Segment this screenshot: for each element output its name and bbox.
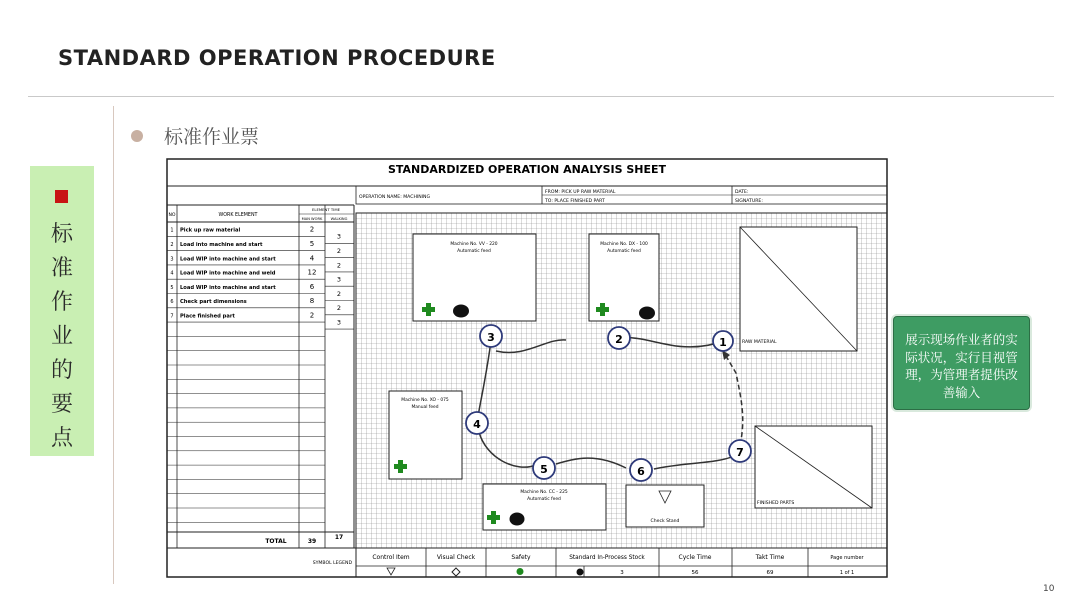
machine-dx-name: Machine No. DX - 100 [600,242,648,247]
step-2-label: 2 [615,333,623,346]
page-number: 10 [1043,584,1055,594]
total-walk: 17 [334,534,344,541]
analysis-sheet [166,158,888,578]
machine-xo-name: Machine No. XO - 075 [401,398,449,403]
step-1 [713,331,733,351]
machine-vv [413,234,536,321]
subheading: 标准作业票 [164,126,260,148]
legend-control-item: Control Item [372,554,410,561]
col-man-header: MAN WORK [301,217,323,221]
machine-cc-name: Machine No. CC - 225 [520,490,568,495]
side-panel-text: 标准作业的要点 [50,222,73,451]
step-3-label: 3 [487,331,495,344]
raw-material-label: RAW MATERIAL [742,340,777,345]
total-man: 39 [307,538,317,545]
legend-page-number: Page number [830,555,864,561]
col-walking-header: WALKING [330,217,348,221]
row-element: Check part dimensions [180,299,247,306]
row-man-time: 2 [309,225,315,234]
step-2 [608,327,630,349]
row-walk-time: 2 [336,289,342,298]
machine-cc-feed: Automatic feed [527,497,561,502]
square-bullet-icon [55,190,68,203]
row-man-time: 8 [309,297,315,306]
row-element: Place finished part [180,313,235,320]
check-stand-label: Check Stand [650,519,680,524]
legend-label: SYMBOL LEGEND [312,561,352,566]
machine-vv-name: Machine No. VV - 220 [450,242,498,247]
machine-xo-feed: Manual feed [411,405,439,410]
row-man-time: 12 [307,268,317,277]
row-element: Pick up raw material [180,227,241,234]
step-5 [533,457,555,479]
machine-dx-feed: Automatic feed [607,249,641,254]
row-man-time: 5 [309,240,315,249]
finished-parts-area [755,426,872,508]
title-divider [28,96,1054,97]
stock-dot-icon [510,513,525,526]
row-element: Load WIP into machine and start [180,256,276,263]
from-field: FROM: PICK UP RAW MATERIAL [545,190,616,195]
row-no: 1 [170,227,174,234]
step-7-label: 7 [736,446,744,459]
legend-takt-time: Takt Time [755,554,785,561]
step-5-label: 5 [540,463,548,476]
safety-dot-icon [517,568,524,575]
row-man-time: 6 [309,282,315,291]
col-no-header: NO [168,213,176,218]
row-walk-time: 3 [336,318,342,327]
row-no: 6 [170,299,174,306]
row-man-time: 4 [309,254,315,263]
note-callout: 展示现场作业者的实际状况，实行目视管理，为管理者提供改善输入 [893,316,1030,410]
stock-dot-icon [453,305,469,318]
total-label: TOTAL [265,538,287,545]
col-work-element-header: WORK ELEMENT [218,213,258,218]
step-6 [630,459,652,481]
row-element: Load WIP into machine and weld [180,270,276,277]
machine-xo [389,391,462,479]
col-element-time-header: ELEMENT TIME [311,207,341,212]
row-no: 7 [170,313,174,320]
step-3 [480,325,502,347]
row-walk-time: 2 [336,261,342,270]
row-no: 3 [170,256,174,263]
legend-visual-check: Visual Check [436,554,476,561]
step-7 [729,440,751,462]
sheet-title: STANDARDIZED OPERATION ANALYSIS SHEET [387,163,667,176]
row-walk-time: 3 [336,232,342,241]
row-no: 4 [170,270,174,277]
row-man-time: 2 [309,311,315,320]
step-6-label: 6 [637,465,645,478]
step-4-label: 4 [473,418,481,431]
legend-stock: Standard In-Process Stock [569,555,645,561]
row-walk-time: 2 [336,304,342,313]
row-walk-time: 3 [336,275,342,284]
row-walk-time: 2 [336,247,342,256]
step-4 [466,412,488,434]
finished-parts-label: FINISHED PARTS [757,501,795,506]
legend-stock-value: 3 [620,570,624,576]
row-no: 2 [170,242,174,249]
legend-takt-time-value: 69 [766,570,774,576]
slide-title: STANDARD OPERATION PROCEDURE [58,46,496,70]
legend-safety: Safety [511,554,531,561]
legend-cycle-time-value: 56 [691,570,699,576]
machine-cc [483,484,606,530]
bullet-icon [131,130,143,142]
row-element: Load WIP into machine and start [180,284,276,291]
legend-page-value: 1 of 1 [839,570,855,576]
machine-dx [589,234,659,321]
row-element: Load into machine and start [180,242,263,249]
stock-dot-icon [577,569,584,576]
signature-field: SIGNATURE: [735,199,763,204]
raw-material-area [740,227,857,351]
check-stand [626,485,704,527]
row-no: 5 [170,284,174,291]
stock-dot-icon [639,307,655,320]
step-1-label: 1 [719,336,727,349]
operation-name: OPERATION NAME: MACHINING [359,195,431,200]
date-field: DATE: [735,190,749,195]
machine-vv-feed: Automatic feed [457,249,491,254]
to-field: TO: PLACE FINISHED PART [545,199,605,204]
legend-cycle-time: Cycle Time [678,554,712,561]
vertical-divider [113,106,114,584]
